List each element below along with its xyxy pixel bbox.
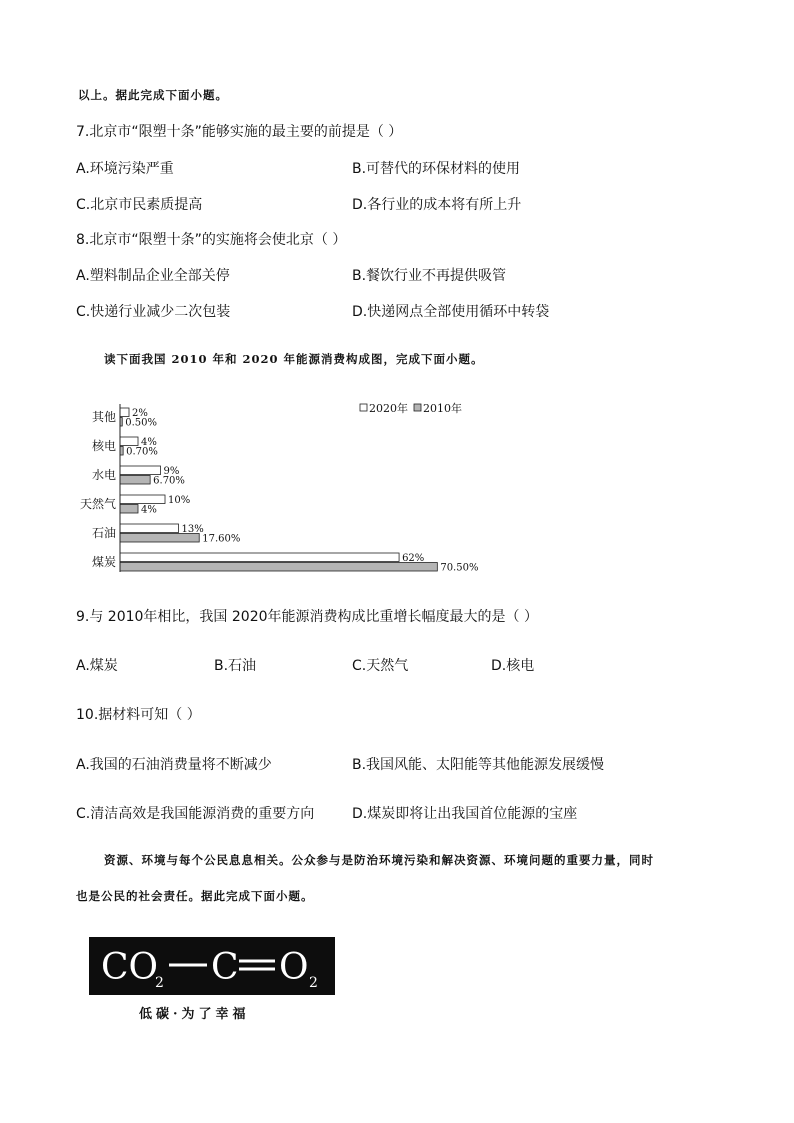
data-label: 70.50%	[440, 562, 479, 574]
category-label: 天然气	[80, 497, 116, 511]
logo-o2-sub: 2	[309, 975, 318, 991]
question-9-option-c[interactable]: C.天然气	[352, 658, 409, 674]
question-8-option-a[interactable]: A.塑料制品企业全部关停	[76, 268, 230, 284]
low-carbon-logo	[89, 937, 335, 995]
data-label: 4%	[141, 504, 157, 516]
data-label: 10%	[168, 495, 191, 506]
chart-intro: 读下面我国 2010 年和 2020 年能源消费构成图，完成下面小题。	[104, 352, 484, 366]
question-7-option-a[interactable]: A.环境污染严重	[76, 161, 174, 177]
logo-co2: CO	[101, 947, 159, 988]
bar-series-2020	[120, 437, 138, 446]
material-line-1: 资源、环境与每个公民息息相关。公众参与是防治环境污染和解决资源、环境问题的重要力量，同时	[104, 853, 654, 867]
question-9-option-d[interactable]: D.核电	[491, 658, 535, 674]
bar-series-2010	[120, 505, 138, 514]
legend-swatch	[414, 404, 421, 411]
logo-c: C	[211, 947, 239, 988]
question-7-option-d[interactable]: D.各行业的成本将有所上升	[352, 197, 522, 213]
question-10-option-c[interactable]: C.清洁高效是我国能源消费的重要方向	[76, 806, 315, 822]
data-label: 13%	[181, 524, 204, 535]
bar-series-2020	[120, 553, 399, 562]
category-label: 煤炭	[91, 555, 116, 569]
category-label: 其他	[91, 410, 116, 424]
bar-series-2020	[120, 466, 161, 475]
question-10-option-a[interactable]: A.我国的石油消费量将不断减少	[76, 757, 272, 773]
data-label: 2%	[132, 408, 148, 419]
data-label: 17.60%	[202, 533, 241, 545]
question-10-option-d[interactable]: D.煤炭即将让出我国首位能源的宝座	[352, 806, 578, 822]
data-label: 9%	[163, 466, 180, 477]
legend-swatch	[360, 404, 367, 411]
logo-slogan: 低碳·为了幸福	[139, 1007, 250, 1022]
question-9-option-a[interactable]: A.煤炭	[76, 658, 118, 674]
bar-series-2010	[120, 476, 150, 485]
bar-series-2010	[120, 563, 437, 572]
question-10-option-b[interactable]: B.我国风能、太阳能等其他能源发展缓慢	[352, 757, 605, 773]
logo-o2: O	[279, 947, 309, 988]
data-label: 62%	[402, 553, 425, 564]
data-label: 0.50%	[125, 417, 158, 429]
question-7-option-b[interactable]: B.可替代的环保材料的使用	[352, 161, 521, 177]
data-label: 0.70%	[126, 446, 158, 458]
legend-label: 2020年	[369, 402, 408, 415]
question-8-option-c[interactable]: C.快递行业减少二次包装	[76, 304, 231, 320]
logo-co2-sub: 2	[155, 975, 164, 991]
bar-series-2020	[120, 408, 129, 417]
category-label: 水电	[91, 468, 116, 482]
question-8-stem: 8.北京市“限塑十条”的实施将会使北京（ ）	[76, 232, 347, 248]
material-line-2: 也是公民的社会责任。据此完成下面小题。	[76, 889, 314, 903]
energy-consumption-chart	[80, 398, 500, 580]
question-7-option-c[interactable]: C.北京市民素质提高	[76, 197, 203, 213]
question-8-option-d[interactable]: D.快递网点全部使用循环中转袋	[352, 304, 550, 320]
legend-label: 2010年	[423, 402, 462, 415]
question-9-option-b[interactable]: B.石油	[214, 658, 257, 674]
bar-series-2020	[120, 495, 165, 504]
question-10-stem: 10.据材料可知（ ）	[76, 707, 201, 723]
question-7-stem: 7.北京市“限塑十条”能够实施的最主要的前提是（ ）	[76, 124, 403, 140]
question-8-option-b[interactable]: B.餐饮行业不再提供吸管	[352, 268, 507, 284]
category-label: 石油	[91, 526, 116, 540]
data-label: 4%	[141, 437, 157, 448]
question-9-stem: 9.与 2010年相比，我国 2020年能源消费构成比重增长幅度最大的是（ ）	[76, 609, 538, 625]
bar-series-2020	[120, 524, 179, 533]
category-label: 核电	[91, 439, 116, 453]
chart-legend	[360, 401, 462, 415]
data-label: 6.70%	[153, 475, 185, 487]
material-tail: 以上。据此完成下面小题。	[78, 88, 228, 102]
